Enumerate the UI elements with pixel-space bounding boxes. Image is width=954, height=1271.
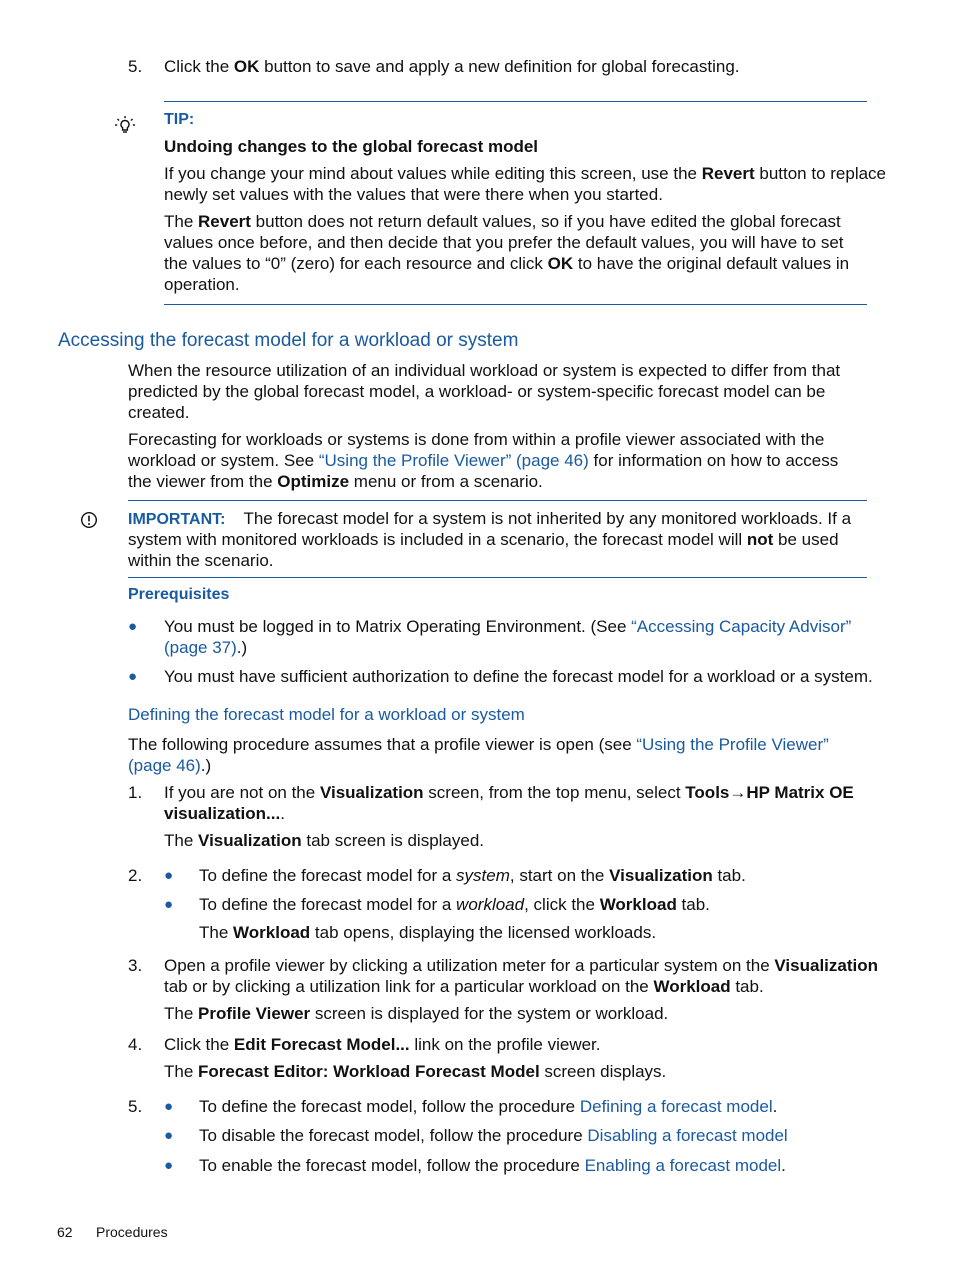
step-1-line-2	[164, 803, 285, 824]
text: the viewer from the	[128, 472, 278, 491]
step-2-bullet-1	[199, 865, 746, 886]
text: tab screen is displayed.	[301, 831, 485, 850]
text: Click the	[164, 1035, 234, 1054]
prereq-item-1-line-1	[164, 616, 851, 637]
visualization-menu-term: visualization...	[164, 804, 281, 823]
text: .	[781, 1156, 786, 1175]
section-paragraph-2-line-3	[128, 471, 543, 492]
hp-matrix-oe-term: HP Matrix OE	[746, 783, 854, 802]
step-1-result	[164, 830, 484, 851]
define-intro-line-2	[128, 755, 211, 776]
text: to have the original default values in	[573, 254, 850, 273]
workload-tab-term: Workload	[599, 895, 677, 914]
text: , start on the	[509, 866, 610, 885]
ok-term: OK	[547, 254, 574, 273]
step-number: 3.	[128, 956, 143, 975]
bullet: ●	[164, 867, 174, 884]
text: tab.	[730, 977, 764, 996]
tip-paragraph-2-line-1	[164, 211, 841, 232]
bullet: ●	[128, 668, 138, 685]
tip-label: TIP:	[164, 111, 195, 128]
bullet: ●	[128, 618, 138, 635]
step-text	[164, 56, 740, 77]
not-term: not	[746, 530, 774, 549]
step-3-line-2	[164, 976, 764, 997]
tip-paragraph-2-line-3	[164, 253, 849, 274]
visualization-term: Visualization	[198, 831, 302, 850]
prereq-item-2: You must have sufficient authorization to define the forecast model for a workload or a system.	[164, 667, 873, 686]
text: tab.	[676, 895, 710, 914]
text: screen displays.	[539, 1062, 667, 1081]
tip-title: Undoing changes to the global forecast model	[164, 137, 539, 156]
prereq-item-1-line-2	[164, 637, 247, 658]
using-profile-viewer-link[interactable]: “Using the Profile Viewer”	[636, 735, 829, 754]
important-line-3: within the scenario.	[128, 551, 274, 570]
defining-forecast-model-link[interactable]: Defining a forecast model	[579, 1097, 773, 1116]
text: .)	[200, 756, 212, 775]
text: The	[164, 1062, 199, 1081]
visualization-term: Visualization	[319, 783, 424, 802]
edit-forecast-model-term: Edit Forecast Model...	[233, 1035, 410, 1054]
tip-paragraph-1-line-2: newly set values with the values that were there when you started.	[164, 185, 663, 204]
tip-paragraph-2-line-4: operation.	[164, 275, 240, 294]
text: The	[164, 212, 199, 231]
text: To enable the forecast model, follow the procedure	[199, 1156, 585, 1175]
tip-bottom-rule	[164, 304, 867, 305]
step-2-result	[199, 922, 656, 943]
page-37-link[interactable]: (page 37)	[164, 638, 237, 657]
step-4-line	[164, 1034, 601, 1055]
define-heading: Defining the forecast model for a workload or system	[128, 705, 525, 724]
arrow-icon: →	[729, 783, 747, 802]
enabling-forecast-model-link[interactable]: Enabling a forecast model	[584, 1156, 782, 1175]
step-3-result	[164, 1003, 668, 1024]
workload-tab-term: Workload	[653, 977, 731, 996]
section-paragraph-1-line-3: created.	[128, 403, 190, 422]
bullet: ●	[164, 1157, 174, 1174]
step-number: 2.	[128, 866, 143, 885]
text: The	[164, 831, 199, 850]
page-46-link[interactable]: (page 46)	[128, 756, 201, 775]
section-paragraph-2-line-2	[128, 450, 838, 471]
text: screen, from the top menu, select	[423, 783, 686, 802]
bullet: ●	[164, 1127, 174, 1144]
tip-paragraph-2-line-2: values once before, and then decide that you prefer the default values, you will have to set	[164, 233, 844, 252]
text: screen is displayed for the system or workload.	[310, 1004, 669, 1023]
revert-term: Revert	[198, 212, 251, 231]
system-term: system	[456, 866, 510, 885]
step-3-line-1	[164, 955, 878, 976]
step-2-bullet-2	[199, 894, 710, 915]
text: menu or from a scenario.	[349, 472, 543, 491]
text: be used	[773, 530, 839, 549]
visualization-term: Visualization	[609, 866, 713, 885]
text: Click the	[164, 57, 234, 76]
text: tab.	[712, 866, 746, 885]
text: button does not return default values, so if you have edited the global forecast	[250, 212, 841, 231]
text: The	[199, 923, 234, 942]
lightbulb-icon	[114, 115, 136, 137]
forecast-editor-term: Forecast Editor: Workload Forecast Model	[198, 1062, 540, 1081]
text: .	[280, 804, 285, 823]
optimize-term: Optimize	[277, 472, 350, 491]
section-paragraph-2-line-1: Forecasting for workloads or systems is done from within a profile viewer associated with the	[128, 430, 825, 449]
text: .	[772, 1097, 778, 1116]
text: button to save and apply a new definition for global forecasting.	[259, 57, 740, 76]
step-number: 5.	[128, 57, 143, 76]
prerequisites-heading: Prerequisites	[128, 586, 230, 603]
text: button to replace	[754, 164, 887, 183]
text: The	[164, 1004, 199, 1023]
bullet: ●	[164, 896, 174, 913]
tip-paragraph-1-line-1	[164, 163, 886, 184]
text: The following procedure assumes that a profile viewer is open (see	[128, 735, 637, 754]
disabling-forecast-model-link[interactable]: Disabling a forecast model	[587, 1126, 788, 1145]
section-paragraph-1-line-2: predicted by the global forecast model, a workload- or system-specific forecast model can be	[128, 382, 826, 401]
text: for information on how to access	[588, 451, 839, 470]
text: the values to “0” (zero) for each resource and click	[164, 254, 548, 273]
text: , click the	[524, 895, 600, 914]
text: tab or by clicking a utilization link for a particular workload on the	[164, 977, 654, 996]
using-profile-viewer-link[interactable]: “Using the Profile Viewer” (page 46)	[318, 451, 589, 470]
text: .)	[236, 638, 248, 657]
bullet: ●	[164, 1098, 174, 1115]
workload-term: workload	[456, 895, 525, 914]
text: If you change your mind about values while editing this screen, use the	[164, 164, 702, 183]
text: workload or system. See	[128, 451, 319, 470]
text: Open a profile viewer by clicking a utilization meter for a particular system on the	[164, 956, 775, 975]
section-paragraph-1-line-1: When the resource utilization of an individual workload or system is expected to differ from that	[128, 361, 841, 380]
step-number: 5.	[128, 1097, 143, 1116]
important-bottom-rule	[128, 577, 867, 578]
step-5-bullet-3	[199, 1155, 786, 1176]
text: If you are not on the	[164, 783, 320, 802]
important-line-2	[128, 529, 839, 550]
text: To disable the forecast model, follow the procedure	[199, 1126, 588, 1145]
step-4-result	[164, 1061, 666, 1082]
revert-term: Revert	[701, 164, 755, 183]
ok-term: OK	[233, 57, 260, 76]
step-5-bullet-2	[199, 1125, 788, 1146]
text: link on the profile viewer.	[409, 1035, 601, 1054]
important-top-rule	[128, 500, 867, 501]
section-heading: Accessing the forecast model for a workload or system	[58, 330, 519, 351]
profile-viewer-term: Profile Viewer	[198, 1004, 311, 1023]
step-1-line-1	[164, 782, 854, 803]
page-number: 62	[57, 1224, 73, 1240]
text: You must be logged in to Matrix Operating Environment. (See	[164, 617, 632, 636]
define-intro-line-1	[128, 734, 829, 755]
important-line-1	[128, 508, 851, 530]
text: To define the forecast model for a	[199, 895, 457, 914]
step-number: 1.	[128, 783, 143, 802]
text: The forecast model for a system is not inherited by any monitored workloads. If a	[243, 509, 852, 528]
text: tab opens, displaying the licensed workloads.	[310, 923, 657, 942]
tools-menu-term: Tools	[685, 783, 730, 802]
visualization-term: Visualization	[774, 956, 878, 975]
text: To define the forecast model, follow the procedure	[199, 1097, 580, 1116]
step-number: 4.	[128, 1035, 143, 1054]
important-label: IMPORTANT:	[128, 511, 226, 528]
text: To define the forecast model for a	[199, 866, 457, 885]
accessing-capacity-advisor-link[interactable]: “Accessing Capacity Advisor”	[631, 617, 852, 636]
footer-section: Procedures	[96, 1224, 168, 1240]
exclamation-circle-icon	[80, 511, 98, 529]
tip-top-rule	[164, 101, 867, 102]
text: system with monitored workloads is included in a scenario, the forecast model will	[128, 530, 747, 549]
step-5-bullet-1	[199, 1096, 777, 1117]
workload-tab-term: Workload	[233, 923, 311, 942]
